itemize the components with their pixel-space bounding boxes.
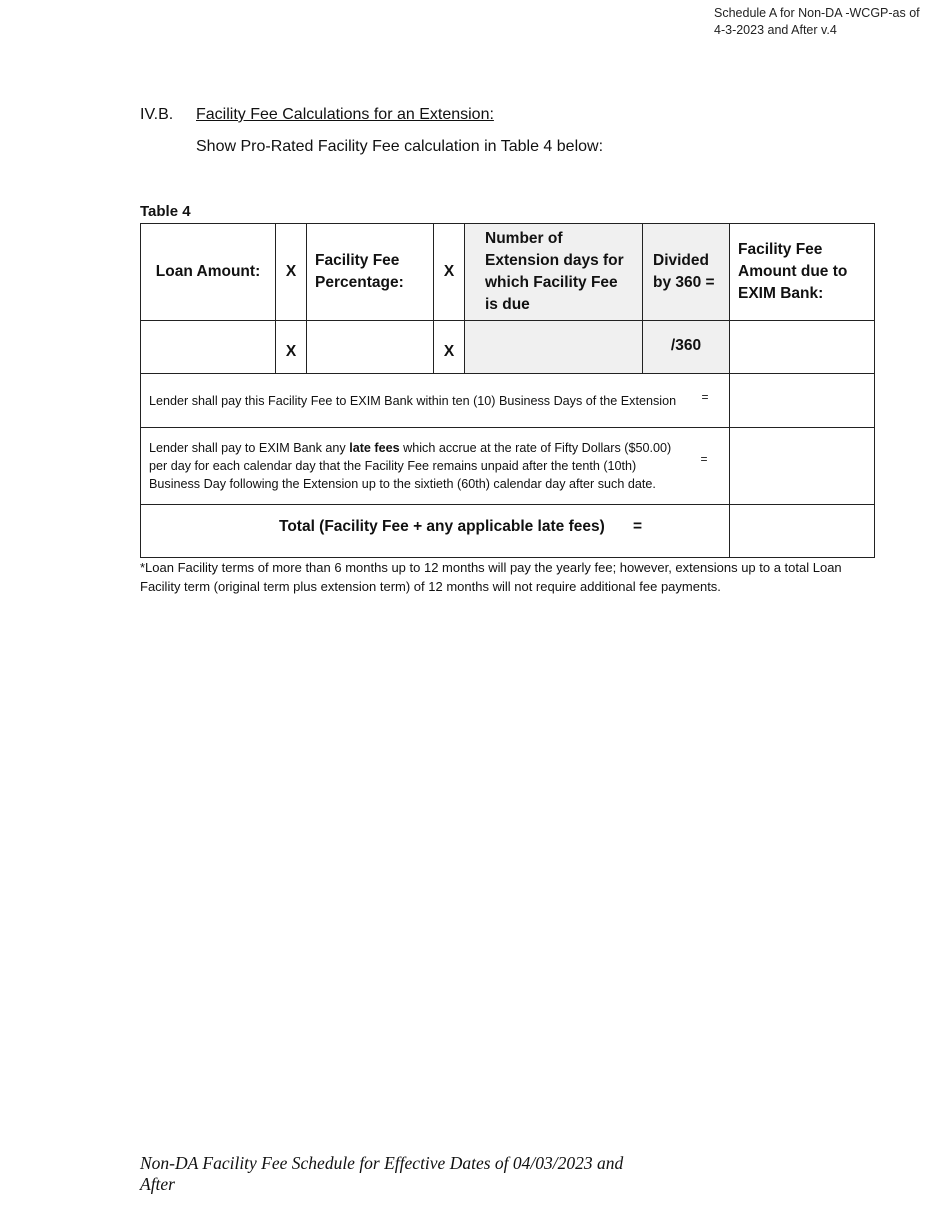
header-facility-fee-percentage: Facility Fee Percentage: — [307, 224, 434, 321]
header-fee-amount-due: Facility Fee Amount due to EXIM Bank: — [730, 224, 875, 321]
section-title: Facility Fee Calculations for an Extension: — [196, 106, 494, 123]
late-fees-amount-cell[interactable] — [730, 428, 875, 505]
header-extension-days: Number of Extension days for which Facility Fee is due — [465, 224, 643, 321]
facility-fee-table — [140, 223, 875, 558]
late-fees-cell — [141, 428, 730, 505]
loan-amount-cell[interactable] — [141, 321, 276, 374]
section-instruction: Show Pro-Rated Facility Fee calculation in Table 4 below: — [196, 138, 604, 155]
header-multiply-1: X — [276, 224, 307, 321]
table-label: Table 4 — [140, 203, 191, 220]
late-fees-term: late fees — [349, 441, 400, 455]
schedule-version-note: Schedule A for Non-DA -WCGP-as of 4-3-2023 and After v.4 — [714, 6, 920, 37]
total-label-cell — [141, 505, 730, 558]
total-label: Total (Facility Fee + any applicable late fees) — [279, 518, 605, 535]
late-fees-text — [149, 439, 685, 493]
extension-days-cell[interactable] — [465, 321, 643, 374]
section-number: IV.B. — [140, 106, 174, 123]
input-multiply-2: X — [434, 321, 465, 374]
payment-amount-cell[interactable] — [730, 374, 875, 428]
page-footer: Non-DA Facility Fee Schedule for Effective Dates of 04/03/2023 and After — [140, 1153, 624, 1194]
total-row — [141, 505, 875, 558]
header-loan-amount: Loan Amount: — [141, 224, 276, 321]
payment-terms-text: Lender shall pay this Facility Fee to EXIM Bank within ten (10) Business Days of the Extension — [149, 393, 677, 408]
late-fees-text-after: which accrue at the rate of Fifty Dollars ($50.00) per day for each calendar day that the Facility Fee remains unpaid after the tenth (10th) Business Day following the Extension up to the sixtieth (60th) calendar day after such date. — [149, 441, 672, 491]
payment-terms-cell — [141, 374, 730, 428]
payment-terms-row — [141, 374, 875, 428]
late-fees-text-before: Lender shall pay to EXIM Bank any — [149, 441, 350, 455]
late-fees-equals-sign: = — [700, 452, 708, 466]
total-equals-sign: = — [633, 518, 643, 535]
table-input-row — [141, 321, 875, 374]
table-header-row — [141, 224, 875, 321]
input-multiply-1: X — [276, 321, 307, 374]
fee-amount-due-cell[interactable] — [730, 321, 875, 374]
facility-fee-percentage-cell[interactable] — [307, 321, 434, 374]
header-multiply-2: X — [434, 224, 465, 321]
header-divided-by-360: Divided by 360 = — [643, 224, 730, 321]
footnote: *Loan Facility terms of more than 6 months up to 12 months will pay the yearly fee; however, extensions up to a total Loan Facility term (original term plus extension term) of 12 months will not require additional fee payments. — [140, 560, 842, 594]
late-fees-row — [141, 428, 875, 505]
total-amount-cell[interactable] — [730, 505, 875, 558]
payment-equals-sign: = — [701, 390, 709, 404]
divisor-360: /360 — [643, 321, 730, 374]
